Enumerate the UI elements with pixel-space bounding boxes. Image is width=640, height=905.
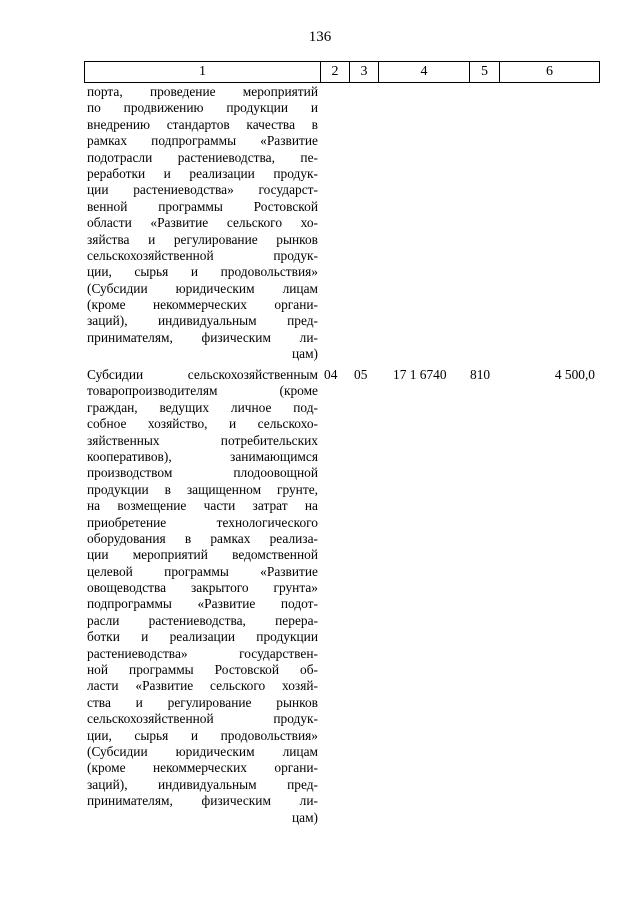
header-col-6: 6 [546,64,553,79]
name-text-line: зяйственных потребительских [87,432,318,448]
header-col-3: 3 [350,62,379,82]
name-text-line: порта, проведение мероприятий [87,84,318,99]
name-text-line: заций), индивидуальным пред- [87,776,318,792]
name-text-line: ботки и реализации продукции [87,629,318,645]
table-header-row [84,61,600,83]
row-2-section-code: 04 [324,367,338,382]
name-text-line: венной программы Ростовской [87,198,318,214]
name-text-line: (кроме некоммерческих органи- [87,760,318,776]
name-text-line: ной программы Ростовской об- [87,662,318,678]
name-text-line: ства и регулирование рынков [87,694,318,710]
name-text-line: по продвижению продукции и [87,100,318,116]
name-text-line: расли растениеводства, перера- [87,612,318,628]
row-1-name-cell [87,84,318,363]
name-text-line: ласти «Развитие сельского хозяй- [87,678,318,694]
name-text-line: реработки и реализации продук- [87,165,318,181]
name-text-line: области «Развитие сельского хо- [87,215,318,231]
name-text-line: сельскохозяйственной продук- [87,247,318,263]
header-col-1: 1 [85,62,321,82]
page-number: 136 [308,29,332,45]
header-col-4: 4 [379,62,470,82]
name-text-line: растениеводства» государствен- [87,645,318,661]
name-text-line: подпрограммы «Развитие подот- [87,596,318,612]
name-text-line: сельскохозяйственной продук- [87,711,318,727]
name-text-line: кооперативов), занимающимся [87,448,318,464]
name-text-line: заций), индивидуальным пред- [87,313,318,329]
name-text-line: зяйства и регулирование рынков [87,231,318,247]
name-text-line: целевой программы «Развитие [87,563,318,579]
name-text-line: товаропроизводителям (кроме [87,383,318,399]
name-text-line: ции, сырья и продовольствия» [87,264,318,280]
name-text-line: ции, сырья и продовольствия» [87,727,318,743]
name-text-line: овощеводства закрытого грунта» [87,580,318,596]
name-text-line: на возмещение части затрат на [87,498,318,514]
name-text-line: собное хозяйство, и сельскохо- [87,416,318,432]
name-text-line: граждан, ведущих личное под- [87,399,318,415]
row-2-expense-type-code: 810 [470,367,491,382]
name-text-line: принимателям, физическим ли- [87,329,318,345]
name-text-line: подотрасли растениеводства, пе- [87,149,318,165]
name-text-line: Субсидии сельскохозяйственным [87,367,318,382]
name-text-line: ции мероприятий ведомственной [87,547,318,563]
row-2-amount: 4 500,0 [554,367,595,382]
name-text-line: цам) [291,809,318,825]
name-text-line: (Субсидии юридическим лицам [87,743,318,759]
name-text-line: оборудования в рамках реализа- [87,530,318,546]
name-text-line: принимателям, физическим ли- [87,793,318,809]
name-text-line: (кроме некоммерческих органи- [87,297,318,313]
name-text-line: (Субсидии юридическим лицам [87,280,318,296]
name-text-line: рамках подпрограммы «Развитие [87,133,318,149]
row-2-subsection-code: 05 [354,367,368,382]
header-col-5: 5 [470,62,500,82]
name-text-line: производством плодоовощной [87,465,318,481]
name-text-line: ции растениеводства» государст- [87,182,318,198]
name-text-line: приобретение технологического [87,514,318,530]
name-text-line: внедрению стандартов качества в [87,116,318,132]
row-2-name-cell [87,367,318,826]
name-text-line: продукции в защищенном грунте, [87,481,318,497]
row-2-target-article-code: 17 1 6740 [393,367,447,382]
header-col-2: 2 [321,62,350,82]
name-text-line: цам) [291,346,318,362]
